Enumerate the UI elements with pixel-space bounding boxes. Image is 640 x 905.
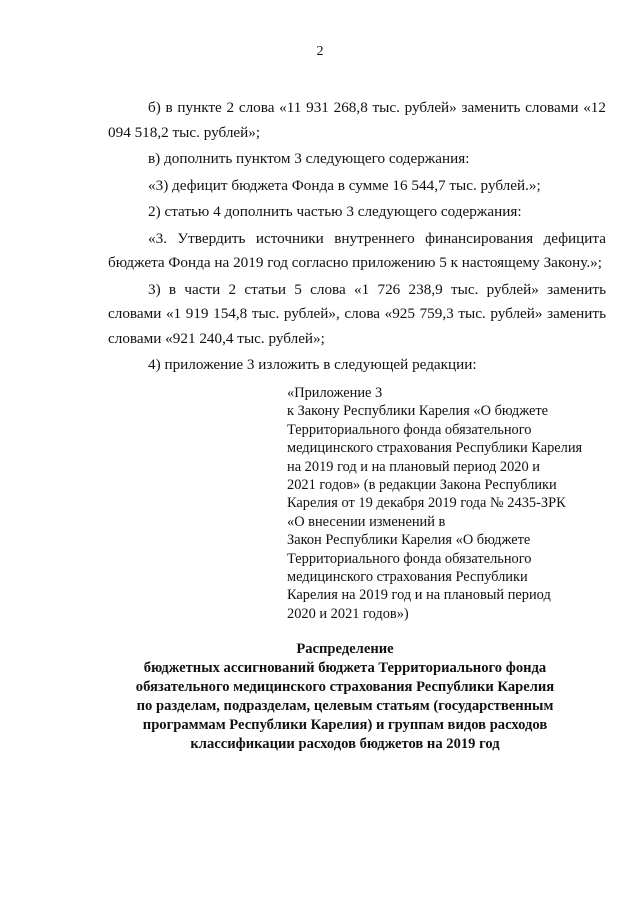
appendix-line: Территориального фонда обязательного [287,421,532,438]
title-line: классификации расходов бюджетов на 2019 год [190,736,500,752]
title-line: по разделам, подразделам, целевым статьям (государственным [136,698,554,714]
page-number: 2 [316,44,324,59]
paragraph-article-5: 3) в части 2 статьи 5 слова «1 726 238,9 тыс. рублей» заменить словами «1 919 154,8 тыс. рублей», слова «925 759,3 тыс. рублей» заменить словами «921 240,4 тыс. рублей»; [108,280,606,347]
appendix-line: к Закону Республики Карелия «О бюджете [287,403,549,420]
paragraph-deficit: «3) дефицит бюджета Фонда в сумме 16 544,7 тыс. рублей.»; [148,176,541,194]
paragraph-appendix-3: 4) приложение 3 изложить в следующей редакции: [148,356,477,373]
appendix-line: Закон Республики Карелия «О бюджете [287,532,531,549]
amendment-text [108,96,606,380]
title-line: бюджетных ассигнований бюджета Территориального фонда [143,660,547,676]
distribution-title [90,640,600,754]
appendix-line: Территориального фонда обязательного [287,550,532,567]
title-line: обязательного медицинского страхования Республики Карелия [135,679,555,695]
appendix-line: медицинского страхования Республики [287,569,528,586]
paragraph-article-4: 2) статью 4 дополнить частью 3 следующего содержания: [148,203,522,220]
appendix-line: 2020 и 2021 годов») [287,605,409,622]
appendix-line: на 2019 год и на плановый период 2020 и [287,458,540,475]
appendix-line: 2021 годов» (в редакции Закона Республики [287,477,557,494]
paragraph-item-v: в) дополнить пунктом 3 следующего содержания: [148,150,470,167]
appendix-line: «Приложение 3 [287,385,383,401]
paragraph-sources: «3. Утвердить источники внутреннего финансирования дефицита бюджета Фонда на 2019 год согласно приложению 5 к настоящему Закону.»; [108,229,606,271]
appendix-header [287,384,607,623]
title-line: Распределение [296,641,394,657]
appendix-line: «О внесении изменений в [287,513,446,530]
appendix-line: Карелия на 2019 год и на плановый период [287,587,551,604]
paragraph-item-b: б) в пункте 2 слова «11 931 268,8 тыс. рублей» заменить словами «12 094 518,2 тыс. рублей»; [108,99,606,141]
title-line: программам Республики Карелия) и группам видов расходов [142,717,548,733]
appendix-line: медицинского страхования Республики Карелия [287,440,583,457]
appendix-line: Карелия от 19 декабря 2019 года № 2435-ЗРК [287,495,566,512]
